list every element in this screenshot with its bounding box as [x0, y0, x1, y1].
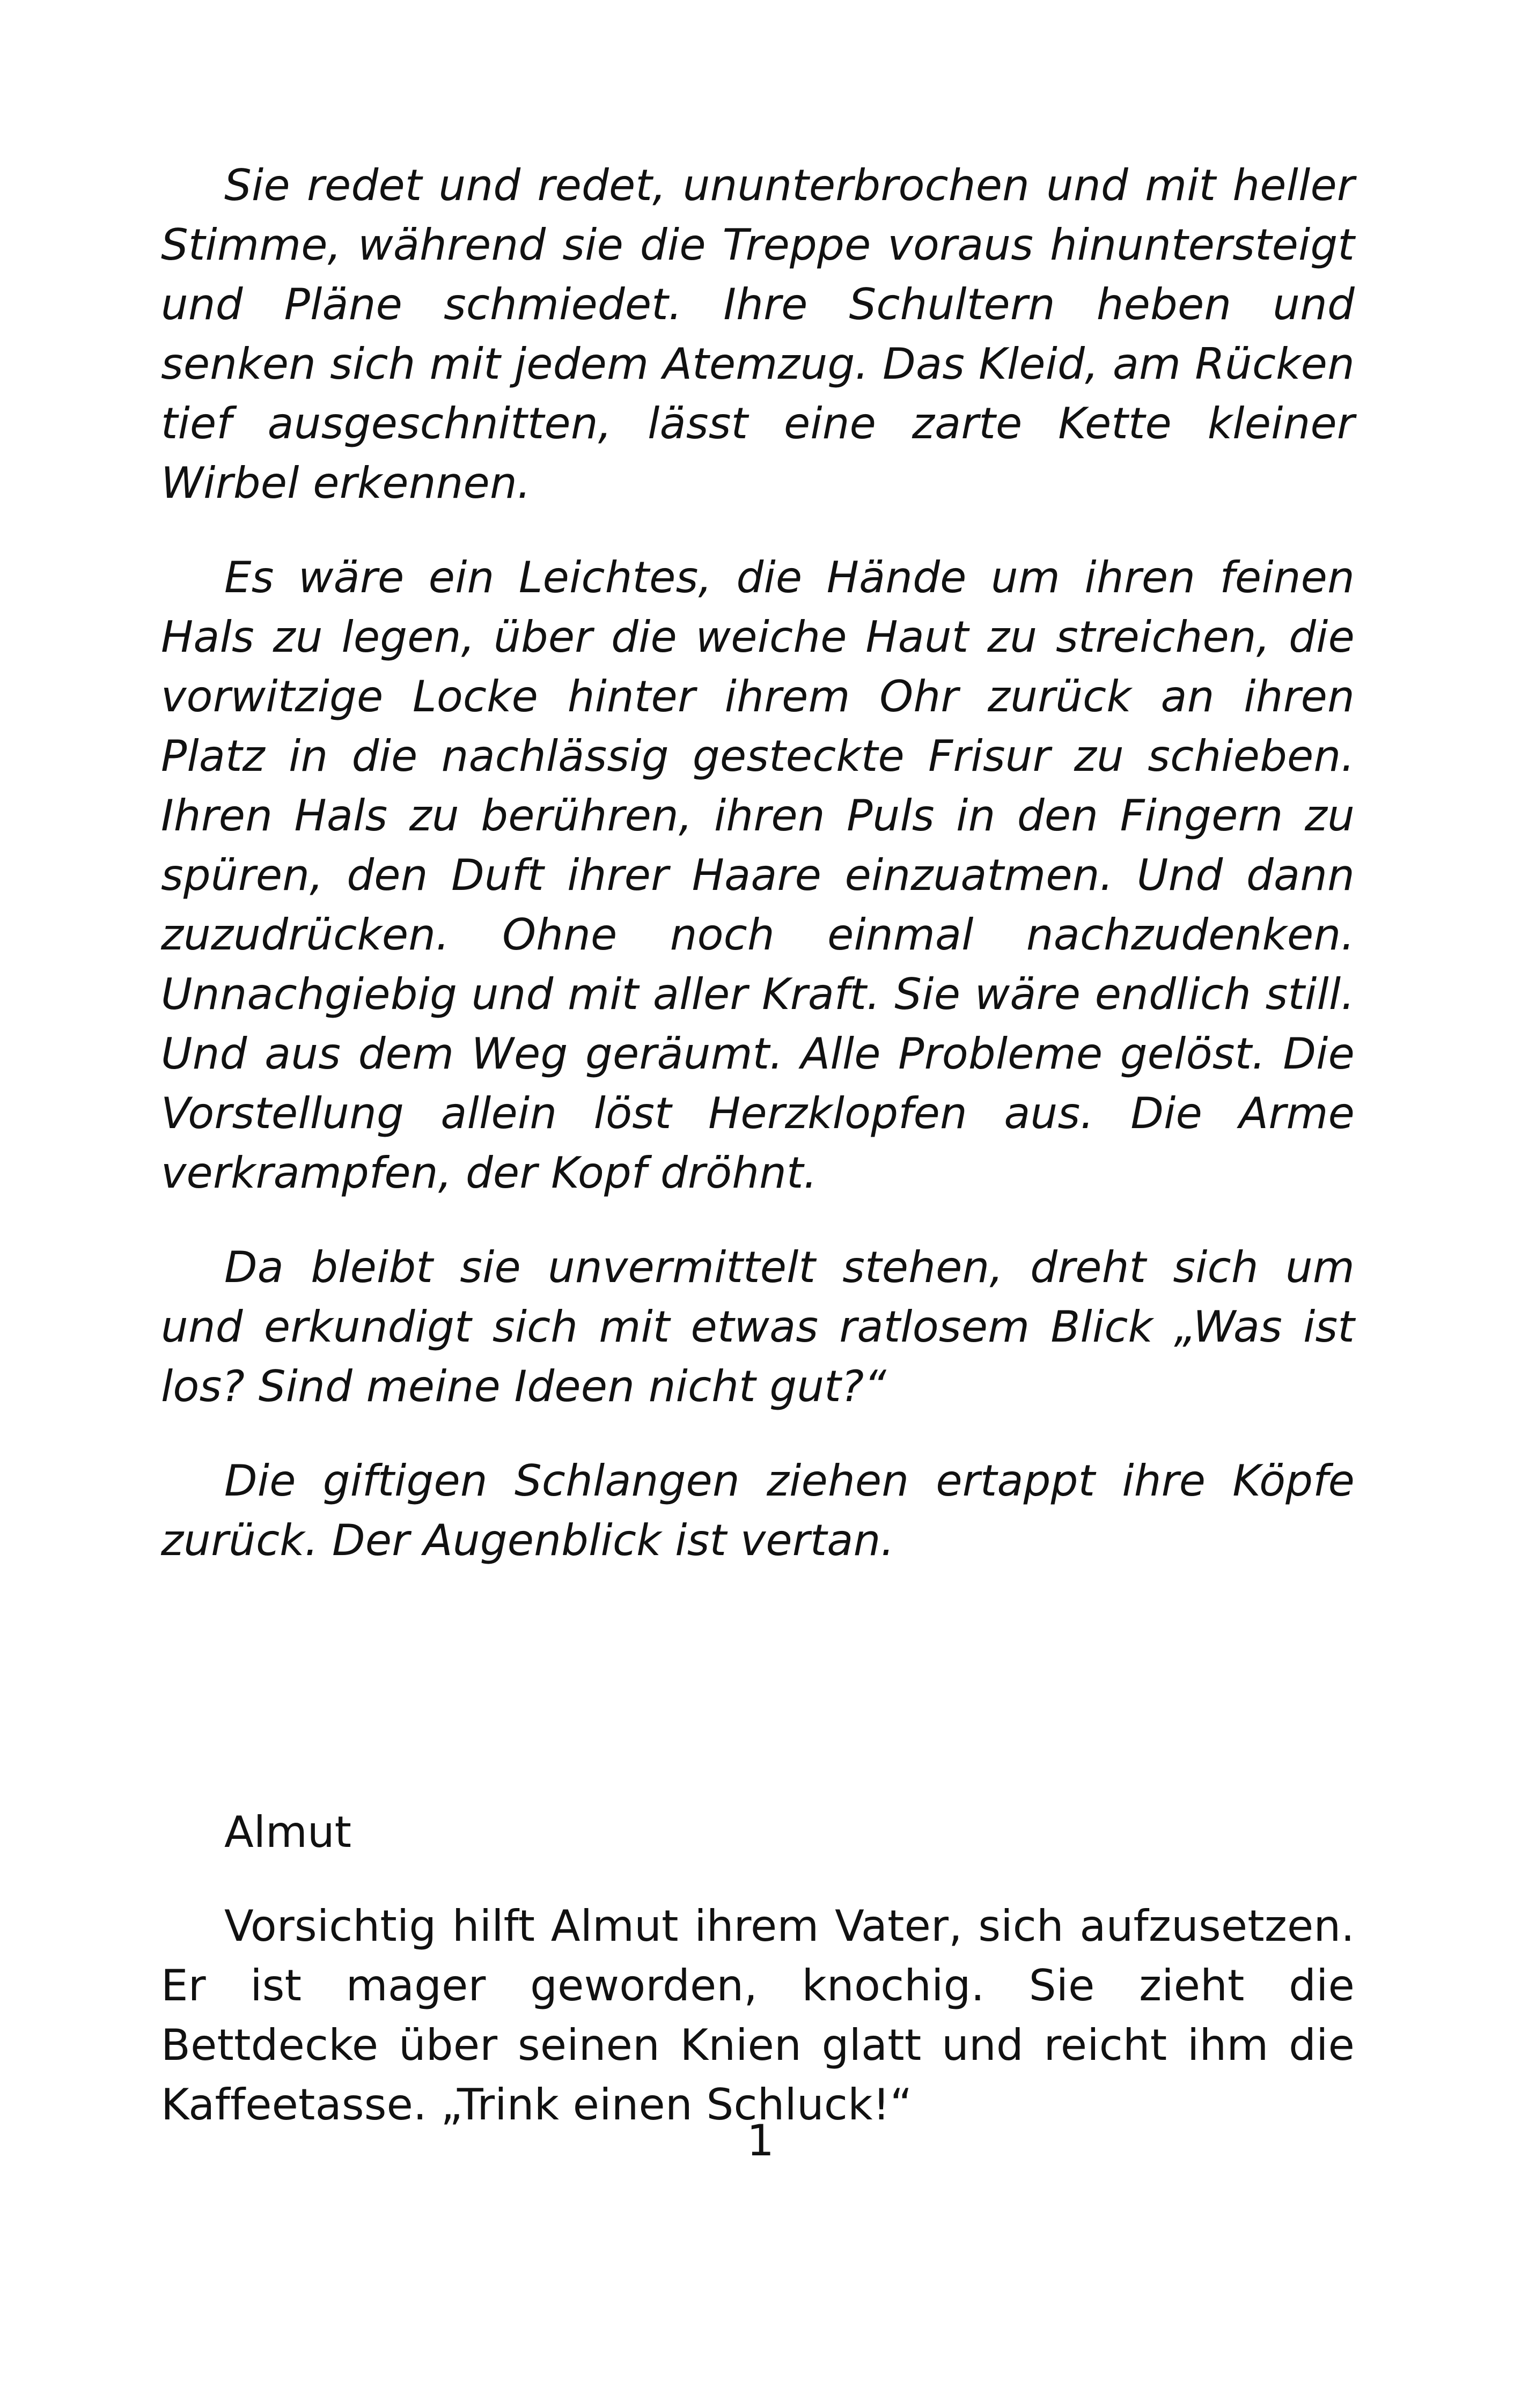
- section-heading: Almut: [224, 1807, 351, 1857]
- page-body: [161, 156, 1355, 2134]
- paragraph-3: Da bleibt sie unvermittelt stehen, dreht sich um und erkundigt sich mit etwas ratlosem Blick „Was ist los? Sind meine Ideen nicht gut?“: [161, 1242, 1355, 1411]
- page-number: 1: [747, 2116, 774, 2166]
- paragraph-4: Die giftigen Schlangen ziehen ertappt ihre Köpfe zurück. Der Augenblick ist vertan.: [161, 1456, 1355, 1565]
- paragraph-5: Vorsichtig hilft Almut ihrem Vater, sich aufzusetzen. Er ist mager geworden, knochig. Sie zieht die Bettdecke über seinen Knien glatt und reicht ihm die Kaffeetasse. „Trink einen Schluck!“: [161, 1901, 1355, 2130]
- paragraph-2: Es wäre ein Leichtes, die Hände um ihren feinen Hals zu legen, über die weiche Haut zu streichen, die vorwitzige Locke hinter ihrem Ohr zurück an ihren Platz in die nachlässig gesteckte Frisur zu schieben. Ihren Hals zu berühren, ihren Puls in den Fingern zu spüren, den Duft ihrer Haare einzuatmen. Und dann zuzudrücken. Ohne noch einmal nachzudenken. Unnachgiebig und mit aller Kraft. Sie wäre endlich still. Und aus dem Weg geräumt. Alle Probleme gelöst. Die Vorstellung allein löst Herzklopfen aus. Die Arme verkrampfen, der Kopf dröhnt.: [161, 553, 1355, 1198]
- paragraph-1: Sie redet und redet, ununterbrochen und mit heller Stimme, während sie die Treppe voraus hinuntersteigt und Pläne schmiedet. Ihre Schultern heben und senken sich mit jedem Atemzug. Das Kleid, am Rücken tief ausgeschnitten, lässt eine zarte Kette kleiner Wirbel erkennen.: [161, 160, 1355, 508]
